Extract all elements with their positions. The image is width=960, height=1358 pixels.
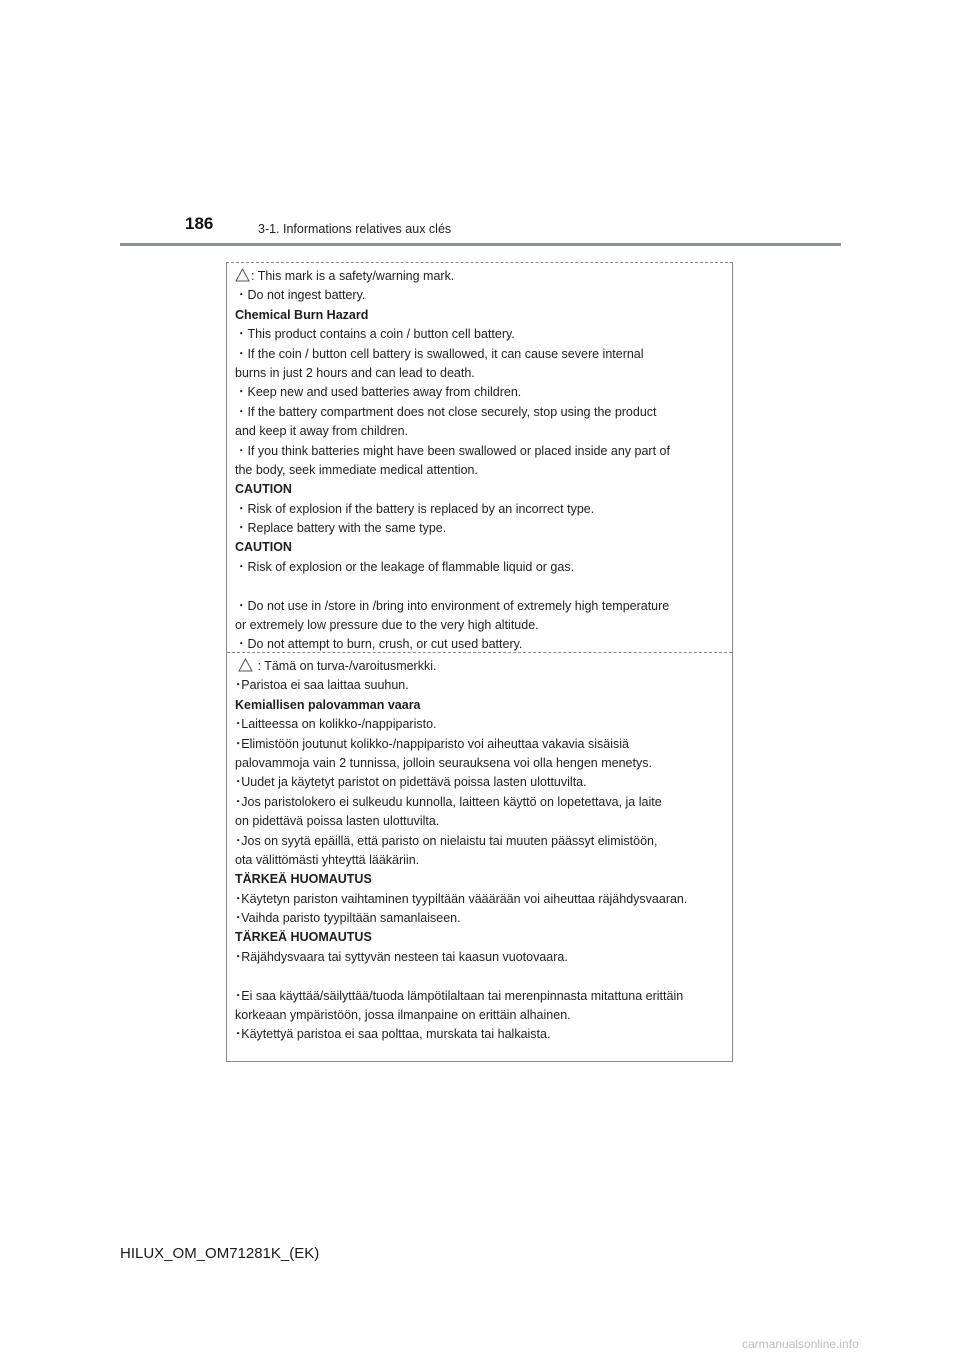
warning-text-line: ･Käytetyn pariston vaihtaminen tyypiltään vääärään voi aiheuttaa räjähdysvaaran. <box>235 891 688 906</box>
warning-text-line: ・This product contains a coin / button cell battery. <box>235 327 515 342</box>
warning-text-line: ・Replace battery with the same type. <box>235 521 447 536</box>
warning-text-line: ･Elimistöön joutunut kolikko-/nappiparisto voi aiheuttaa vakavia sisäisiä <box>235 736 629 751</box>
warning-text-line: ･Jos on syytä epäillä, että paristo on nielaistu tai muuten päässyt elimistöön, <box>235 833 658 848</box>
warning-text-line: ･Laitteessa on kolikko-/nappiparisto. <box>235 717 437 732</box>
warning-text-line: burns in just 2 hours and can lead to death. <box>235 365 475 380</box>
warning-heading: CAUTION <box>235 482 292 497</box>
warning-text-line: and keep it away from children. <box>235 424 409 439</box>
document-code: HILUX_OM_OM71281K_(EK) <box>120 1245 320 1262</box>
page-header <box>0 0 960 250</box>
warning-text-line: ・Do not ingest battery. <box>235 288 366 303</box>
warning-text-line: ･Ei saa käyttää/säilyttää/tuoda lämpötilaltaan tai merenpinnasta mitattuna erittäin <box>235 988 684 1003</box>
warning-text-line: or extremely low pressure due to the very high altitude. <box>235 618 539 633</box>
english-mark-line <box>235 267 730 286</box>
warning-text-line: ･Paristoa ei saa laittaa suuhun. <box>235 678 409 693</box>
warning-text-line: palovammoja vain 2 tunnissa, jolloin seurauksena voi olla hengen menetys. <box>235 755 652 770</box>
warning-heading: Chemical Burn Hazard <box>235 307 369 322</box>
warning-text-line: korkeaan ympäristöön, jossa ilmanpaine on erittäin alhainen. <box>235 1008 571 1023</box>
english-mark-text: : This mark is a safety/warning mark. <box>251 269 455 283</box>
site-watermark: carmanualsonline.info <box>742 1337 859 1351</box>
warning-heading: TÄRKEÄ HUOMAUTUS <box>235 872 372 887</box>
header-rule <box>120 243 841 246</box>
warning-text-line <box>235 577 730 596</box>
english-warning-lines <box>235 286 730 654</box>
finnish-mark-text: : Tämä on turva-/varoitusmerkki. <box>254 659 437 673</box>
warning-text-line: ・Do not attempt to burn, crush, or cut used battery. <box>235 637 523 652</box>
warning-text-line: ･Räjähdysvaara tai syttyvän nesteen tai kaasun vuotovaara. <box>235 949 568 964</box>
finnish-warning-panel <box>235 657 730 1045</box>
warning-text-line: on pidettävä poissa lasten ulottuvilta. <box>235 814 440 829</box>
battery-warning-box <box>226 262 733 1062</box>
warning-text-line <box>235 967 730 986</box>
warning-triangle-icon <box>238 658 253 672</box>
warning-heading: TÄRKEÄ HUOMAUTUS <box>235 930 372 945</box>
page-number: 186 <box>185 214 214 233</box>
warning-heading: CAUTION <box>235 540 292 555</box>
warning-triangle-icon <box>235 268 250 282</box>
language-divider <box>227 652 732 653</box>
warning-text-line: ・If the battery compartment does not close securely, stop using the product <box>235 404 657 419</box>
warning-text-line: ・Risk of explosion if the battery is replaced by an incorrect type. <box>235 501 595 516</box>
warning-text-line: ・Risk of explosion or the leakage of flammable liquid or gas. <box>235 559 575 574</box>
warning-text-line: ･Käytettyä paristoa ei saa polttaa, murskata tai halkaista. <box>235 1027 551 1042</box>
warning-text-line: ・Keep new and used batteries away from children. <box>235 385 522 400</box>
warning-text-line: ・If you think batteries might have been swallowed or placed inside any part of <box>235 443 670 458</box>
english-warning-panel <box>235 267 730 655</box>
warning-text-line: ･Vaihda paristo tyypiltään samanlaiseen. <box>235 911 461 926</box>
warning-text-line: ･Uudet ja käytetyt paristot on pidettävä poissa lasten ulottuvilta. <box>235 775 587 790</box>
finnish-warning-lines <box>235 676 730 1044</box>
warning-text-line: ・If the coin / button cell battery is swallowed, it can cause severe internal <box>235 346 644 361</box>
warning-text-line: ･Jos paristolokero ei sulkeudu kunnolla, laitteen käyttö on lopetettava, ja laite <box>235 794 662 809</box>
warning-heading: Kemiallisen palovamman vaara <box>235 697 421 712</box>
warning-text-line: ota välittömästi yhteyttä lääkäriin. <box>235 852 420 867</box>
section-title: 3-1. Informations relatives aux clés <box>258 222 452 236</box>
finnish-mark-line <box>235 657 730 676</box>
warning-text-line: ・Do not use in /store in /bring into environment of extremely high temperature <box>235 598 670 613</box>
warning-text-line: the body, seek immediate medical attention. <box>235 462 478 477</box>
